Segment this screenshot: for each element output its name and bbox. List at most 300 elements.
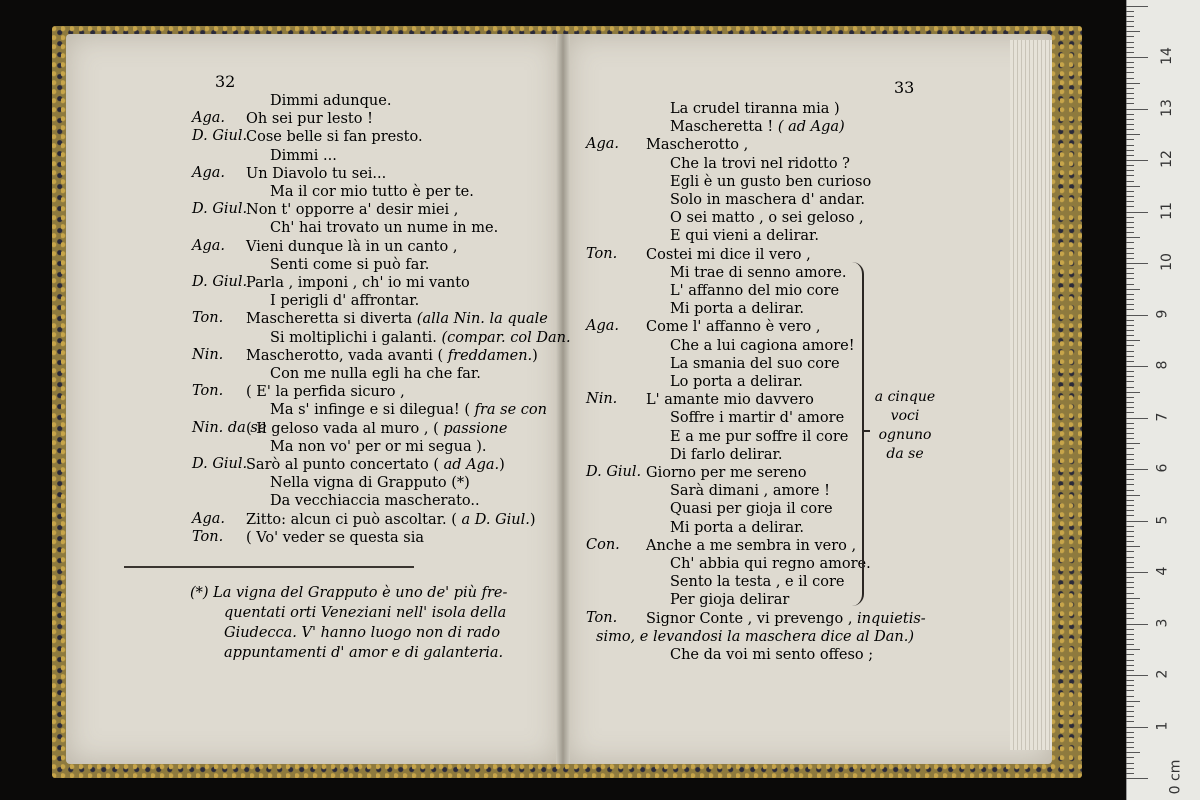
ruler-tick xyxy=(1126,464,1134,465)
verse-text: Anche a me sembra in vero , xyxy=(646,537,857,554)
ruler-tick xyxy=(1126,134,1140,135)
ruler-tick xyxy=(1126,546,1140,547)
ruler-tick xyxy=(1126,227,1134,228)
ruler-tick xyxy=(1126,727,1148,728)
verse-text: E a me pur soffre il core xyxy=(670,428,849,445)
ruler-tick xyxy=(1126,83,1140,84)
verse-line xyxy=(670,282,839,300)
ruler-tick xyxy=(1126,598,1140,599)
speaker-name: Nin. xyxy=(192,346,224,363)
verse-text: L' amante mio davvero xyxy=(646,392,814,409)
ruler-tick xyxy=(1126,26,1134,27)
verse-line xyxy=(246,110,373,128)
ruler-tick xyxy=(1126,139,1134,140)
ruler-tick xyxy=(1126,42,1134,43)
verse-line xyxy=(270,438,486,456)
ruler-tick xyxy=(1126,253,1134,254)
ruler-tick xyxy=(1126,278,1134,279)
verse-text: Signor Conte , vi prevengo , xyxy=(646,610,853,627)
verse-text: Di farlo delirar. xyxy=(670,446,783,463)
verse-line xyxy=(246,456,505,474)
verse-text: I perigli d' affrontar. xyxy=(270,293,420,310)
ruler-tick xyxy=(1126,696,1134,697)
book-gutter xyxy=(556,34,570,764)
ruler-tick xyxy=(1126,366,1148,367)
ruler-tick xyxy=(1126,521,1148,522)
stage-direction-close: ) xyxy=(499,457,505,473)
ruler-tick xyxy=(1126,109,1148,110)
ruler-tick xyxy=(1126,557,1134,558)
verse-line xyxy=(670,209,864,227)
verse-text: Mi trae di senno amore. xyxy=(670,264,847,281)
ruler-tick xyxy=(1126,402,1134,403)
ruler-tick xyxy=(1126,665,1134,666)
ruler-tick xyxy=(1126,763,1134,764)
verse-text: Che da voi mi sento offeso ; xyxy=(670,647,874,663)
verse-line xyxy=(270,492,480,510)
page-edges xyxy=(1010,40,1052,750)
ruler-tick xyxy=(1126,170,1134,171)
verse-line xyxy=(670,591,789,609)
ruler-tick xyxy=(1126,206,1134,207)
ruler-tick xyxy=(1126,16,1134,17)
ruler-tick xyxy=(1126,433,1134,434)
verse-line xyxy=(270,256,429,274)
ruler-tick xyxy=(1126,289,1140,290)
speaker-name: Con. xyxy=(586,536,620,553)
verse-line xyxy=(270,292,419,310)
verse-text: Lo porta a delirar. xyxy=(670,374,803,390)
ruler-tick xyxy=(1126,526,1134,527)
speaker-name: D. Giul. xyxy=(586,464,642,480)
speaker-name: Aga. xyxy=(192,510,226,527)
ruler-tick xyxy=(1126,649,1140,650)
ruler-tick xyxy=(1126,562,1134,563)
ruler-tick xyxy=(1126,330,1134,331)
verse-line xyxy=(670,646,873,664)
verse-line xyxy=(670,355,840,373)
verse-text: Ch' abbia qui regno amore. xyxy=(670,556,871,572)
speaker-name: Nin. da se xyxy=(192,419,267,436)
ruler-tick xyxy=(1126,531,1134,532)
stage-direction: inquietis- xyxy=(857,610,926,627)
ruler-tick xyxy=(1126,438,1134,439)
verse-text: Ma s' infinge e si dilegua! ( xyxy=(270,402,470,419)
verse-text: Che la trovi nel ridotto ? xyxy=(670,155,850,172)
ruler-tick xyxy=(1126,448,1134,449)
ruler-tick xyxy=(1126,773,1134,774)
verse-line xyxy=(646,246,811,264)
ruler-tick xyxy=(1126,670,1134,671)
stage-direction: simo, e levandosi la maschera dice al Dan.) xyxy=(596,628,915,645)
ruler-tick xyxy=(1126,299,1134,300)
verse-line xyxy=(670,446,782,464)
ruler-tick xyxy=(1126,361,1134,362)
ruler-tick xyxy=(1126,737,1134,738)
verse-text: Giorno per me sereno xyxy=(646,465,807,481)
verse-line xyxy=(670,337,855,355)
ensemble-note-line: ognuno xyxy=(878,427,932,443)
ruler-tick xyxy=(1126,423,1134,424)
ruler-tick xyxy=(1126,778,1148,779)
verse-line xyxy=(670,100,840,118)
ruler-tick xyxy=(1126,644,1134,645)
ruler-tick xyxy=(1126,345,1134,346)
speaker-name: Aga. xyxy=(192,164,226,181)
verse-text: Sarà dimani , amore ! xyxy=(670,483,830,500)
verse-text: Ch' hai trovato un nume in me. xyxy=(270,220,499,237)
ruler-tick xyxy=(1126,742,1134,743)
ruler-tick xyxy=(1126,67,1134,68)
ruler-tick xyxy=(1126,732,1134,733)
ruler-tick xyxy=(1126,690,1134,691)
ruler-tick xyxy=(1126,603,1134,604)
verse-text: Mi porta a delirar. xyxy=(670,519,805,536)
ruler-label: 10 xyxy=(1158,253,1175,271)
ruler-tick xyxy=(1126,88,1134,89)
verse-text: O sei matto , o sei geloso , xyxy=(670,210,864,227)
page-number-left: 32 xyxy=(215,72,236,91)
ruler-tick xyxy=(1126,685,1134,686)
verse-line xyxy=(246,274,470,292)
speaker-name: D. Giul. xyxy=(192,274,248,290)
footnote-line: (*) La vigna del Grapputo è uno de' più fre- xyxy=(190,585,508,601)
stage-direction: passione xyxy=(443,420,508,437)
ruler-tick xyxy=(1126,711,1134,712)
verse-line xyxy=(670,300,804,318)
stage-direction: (alla Nin. la quale xyxy=(416,311,548,328)
ensemble-note-line: a cinque xyxy=(874,389,936,405)
speaker-name: Ton. xyxy=(192,310,224,327)
ruler-tick xyxy=(1126,381,1134,382)
verse-text: Dimmi adunque. xyxy=(270,93,392,109)
ruler-tick xyxy=(1126,757,1134,758)
ensemble-note-line: da se xyxy=(886,446,924,462)
ruler-tick xyxy=(1126,706,1134,707)
ruler-tick xyxy=(1126,340,1140,341)
ruler-tick xyxy=(1126,716,1134,717)
ruler-tick xyxy=(1126,57,1148,58)
ruler-tick xyxy=(1126,315,1148,316)
ruler-tick xyxy=(1126,294,1134,295)
verse-text: L' affanno del mio core xyxy=(670,283,840,299)
footnote-line: Giudecca. V' hanno luogo non di rado xyxy=(224,625,501,641)
ruler-label: 8 xyxy=(1154,360,1171,370)
ruler-tick xyxy=(1126,495,1140,496)
ruler-label: 4 xyxy=(1154,566,1171,576)
ruler-tick xyxy=(1126,320,1134,321)
ruler-tick xyxy=(1126,459,1134,460)
verse-line xyxy=(246,201,458,219)
ruler-tick xyxy=(1126,62,1134,63)
stage-direction: fra se con xyxy=(474,402,547,419)
verse-line xyxy=(246,128,423,146)
ruler-tick xyxy=(1126,258,1134,259)
verse-line xyxy=(670,555,871,573)
speaker-name: D. Giul. xyxy=(192,456,248,472)
ruler-tick xyxy=(1126,351,1134,352)
stage-direction: ad Aga. xyxy=(443,457,500,473)
verse-line xyxy=(670,227,819,245)
verse-line xyxy=(670,409,844,427)
ruler-tick xyxy=(1126,675,1148,676)
ensemble-note-line: voci xyxy=(890,408,920,424)
ruler-tick xyxy=(1126,505,1134,506)
measuring-ruler xyxy=(1126,0,1200,800)
speaker-name: Aga. xyxy=(586,136,620,153)
ruler-tick xyxy=(1126,268,1134,269)
ruler-label: 12 xyxy=(1158,150,1175,168)
ruler-label: 5 xyxy=(1154,515,1171,524)
verse-line xyxy=(670,191,865,209)
ruler-label: 2 xyxy=(1154,669,1171,679)
verse-line xyxy=(246,238,457,256)
verse-text: Soffre i martir d' amore xyxy=(670,410,845,427)
ruler-tick xyxy=(1126,593,1134,594)
verse-text: Si moltiplichi i galanti. xyxy=(270,329,437,346)
ruler-tick xyxy=(1126,284,1134,285)
ruler-tick xyxy=(1126,551,1134,552)
verse-line xyxy=(670,573,845,591)
verse-line xyxy=(246,420,507,438)
speaker-name: Nin. xyxy=(586,391,618,408)
ruler-tick xyxy=(1126,624,1148,625)
verse-text: Vieni dunque là in un canto , xyxy=(246,238,458,255)
verse-line xyxy=(646,537,856,555)
verse-text: Cose belle si fan presto. xyxy=(246,129,423,146)
verse-line xyxy=(270,92,391,110)
ruler-tick xyxy=(1126,273,1134,274)
ruler-tick xyxy=(1126,629,1134,630)
ruler-tick xyxy=(1126,175,1134,176)
ruler-tick xyxy=(1126,454,1134,455)
ruler-tick xyxy=(1126,181,1134,182)
speaker-name: Aga. xyxy=(192,237,226,254)
ruler-tick xyxy=(1126,397,1134,398)
speaker-name: Ton. xyxy=(586,609,618,626)
verse-text: Mi porta a delirar. xyxy=(670,301,805,318)
verse-line xyxy=(646,464,807,482)
verse-text: Sarò al punto concertato ( xyxy=(246,457,439,473)
verse-text: Con me nulla egli ha che far. xyxy=(270,366,481,382)
ruler-tick xyxy=(1126,536,1134,537)
verse-line xyxy=(596,628,914,646)
ruler-tick xyxy=(1126,371,1134,372)
ruler-tick xyxy=(1126,634,1134,635)
ensemble-brace xyxy=(852,262,864,606)
verse-line xyxy=(270,147,337,165)
speaker-name: Ton. xyxy=(192,528,224,545)
ruler-tick xyxy=(1126,469,1148,470)
ruler-tick xyxy=(1126,248,1134,249)
stage-direction: (compar. col Dan. xyxy=(441,329,571,346)
verse-line xyxy=(670,428,848,446)
verse-text: Che a lui cagiona amore! xyxy=(670,337,855,354)
stage-direction-close: ) xyxy=(529,511,536,528)
ruler-label: 0 cm xyxy=(1167,759,1184,795)
ruler-tick xyxy=(1126,577,1134,578)
verse-text: Mascherotto , xyxy=(646,137,749,154)
ruler-tick xyxy=(1126,428,1134,429)
verse-text: Sento la testa , e il core xyxy=(670,574,845,591)
ruler-tick xyxy=(1126,654,1134,655)
verse-text: Mascheretta ! xyxy=(670,119,774,136)
footnote-line: quentati orti Veneziani nell' isola della xyxy=(224,605,507,621)
verse-text: Mascherotto, vada avanti ( xyxy=(246,347,444,364)
verse-text: Ma il cor mio tutto è per te. xyxy=(270,184,474,200)
ruler-tick xyxy=(1126,93,1134,94)
ruler-tick xyxy=(1126,618,1134,619)
ruler-tick xyxy=(1126,263,1148,264)
stage-direction: freddamen. xyxy=(447,347,533,364)
ruler-label: 11 xyxy=(1158,201,1175,220)
verse-text: Oh sei pur lesto ! xyxy=(246,111,373,128)
ruler-tick xyxy=(1126,78,1134,79)
ruler-tick xyxy=(1126,160,1148,161)
ruler-tick xyxy=(1126,124,1134,125)
verse-line xyxy=(270,219,498,237)
ruler-tick xyxy=(1126,129,1134,130)
ruler-tick xyxy=(1126,119,1134,120)
verse-text: ( Vo' veder se questa sia xyxy=(246,529,424,546)
verse-text: E qui vieni a delirar. xyxy=(670,228,819,245)
verse-line xyxy=(670,264,847,282)
footnote-line: appuntamenti d' amor e di galanteria. xyxy=(224,645,504,661)
speaker-name: Ton. xyxy=(192,383,224,400)
ruler-tick xyxy=(1126,11,1134,12)
verse-line xyxy=(670,118,845,136)
ruler-tick xyxy=(1126,510,1134,511)
ruler-tick xyxy=(1126,567,1134,568)
ruler-tick xyxy=(1126,47,1134,48)
ruler-tick xyxy=(1126,232,1134,233)
ruler-tick xyxy=(1126,237,1140,238)
ruler-tick xyxy=(1126,660,1134,661)
ruler-tick xyxy=(1126,201,1134,202)
ruler-label: 13 xyxy=(1158,98,1175,117)
verse-line xyxy=(646,318,820,336)
verse-text: Nella vigna di Grapputo (*) xyxy=(270,475,470,492)
verse-line xyxy=(246,165,386,183)
ruler-tick xyxy=(1126,484,1134,485)
verse-line xyxy=(270,365,481,383)
verse-text: Come l' affanno è vero , xyxy=(646,319,821,336)
ruler-tick xyxy=(1126,114,1134,115)
speaker-name: D. Giul. xyxy=(192,201,248,218)
ruler-tick xyxy=(1126,145,1134,146)
ruler-tick xyxy=(1126,186,1140,187)
ruler-tick xyxy=(1126,212,1148,213)
ruler-tick xyxy=(1126,747,1134,748)
verse-text: Dimmi ... xyxy=(270,147,337,164)
verse-line xyxy=(670,173,871,191)
ruler-label: 14 xyxy=(1158,47,1175,65)
ruler-tick xyxy=(1126,242,1134,243)
verse-line xyxy=(646,136,748,154)
verse-line xyxy=(246,529,424,547)
ruler-tick xyxy=(1126,474,1134,475)
verse-line xyxy=(646,610,926,628)
ruler-tick xyxy=(1126,155,1134,156)
ruler-tick xyxy=(1126,36,1134,37)
verse-text: Non t' opporre a' desir miei , xyxy=(246,202,459,219)
ruler-tick xyxy=(1126,721,1134,722)
verse-text: Senti come si può far. xyxy=(270,256,430,273)
ruler-tick xyxy=(1126,392,1140,393)
ruler-tick xyxy=(1126,582,1134,583)
ruler-tick xyxy=(1126,613,1134,614)
verse-line xyxy=(670,155,850,173)
ruler-tick xyxy=(1126,98,1134,99)
verse-text: Ma non vo' per or mi segua ). xyxy=(270,438,487,455)
ruler-tick xyxy=(1126,515,1134,516)
ruler-tick xyxy=(1126,639,1134,640)
verse-text: Da vecchiaccia mascherato.. xyxy=(270,493,480,510)
verse-text: Costei mi dice il vero , xyxy=(646,246,811,263)
verse-line xyxy=(270,474,470,492)
verse-text: Mascheretta si diverta xyxy=(246,311,413,328)
ruler-tick xyxy=(1126,768,1134,769)
ruler-tick xyxy=(1126,103,1134,104)
ruler-tick xyxy=(1126,335,1134,336)
speaker-name: Aga. xyxy=(192,110,226,127)
verse-line xyxy=(670,373,803,391)
ruler-tick xyxy=(1126,6,1148,7)
ruler-tick xyxy=(1126,191,1134,192)
ruler-tick xyxy=(1126,479,1134,480)
verse-line xyxy=(670,500,833,518)
ruler-tick xyxy=(1126,325,1134,326)
ruler-tick xyxy=(1126,31,1140,32)
ruler-tick xyxy=(1126,587,1134,588)
ruler-label: 9 xyxy=(1154,309,1171,318)
ruler-tick xyxy=(1126,680,1134,681)
stage-direction: a D. Giul. xyxy=(461,511,530,528)
speaker-name: Aga. xyxy=(586,318,620,335)
ruler-tick xyxy=(1126,572,1148,573)
verse-line xyxy=(670,519,804,537)
ruler-tick xyxy=(1126,304,1134,305)
verse-text: La smania del suo core xyxy=(670,355,840,372)
ruler-label: 7 xyxy=(1154,412,1171,421)
verse-text: Solo in maschera d' andar. xyxy=(670,192,866,208)
ruler-tick xyxy=(1126,309,1134,310)
footnote-rule xyxy=(124,566,414,568)
ruler-tick xyxy=(1126,608,1134,609)
ruler-tick xyxy=(1126,196,1134,197)
ruler-tick xyxy=(1126,150,1134,151)
ruler-tick xyxy=(1126,356,1134,357)
ruler-label: 1 xyxy=(1154,721,1171,730)
ruler-label: 6 xyxy=(1154,463,1171,473)
verse-line xyxy=(270,183,474,201)
ruler-tick xyxy=(1126,500,1134,501)
ruler-tick xyxy=(1126,165,1134,166)
verse-line xyxy=(670,482,830,500)
verse-line xyxy=(646,391,814,409)
verse-text: Quasi per gioja il core xyxy=(670,501,833,518)
verse-text: ( E' la perfida sicuro , xyxy=(246,384,405,401)
verse-line xyxy=(270,329,571,347)
ruler-tick xyxy=(1126,21,1134,22)
ruler-tick xyxy=(1126,376,1134,377)
ruler-tick xyxy=(1126,217,1134,218)
verse-line xyxy=(246,511,536,529)
ruler-tick xyxy=(1126,407,1134,408)
page-number-right: 33 xyxy=(894,78,915,97)
verse-line xyxy=(246,347,538,365)
ruler-tick xyxy=(1126,418,1148,419)
